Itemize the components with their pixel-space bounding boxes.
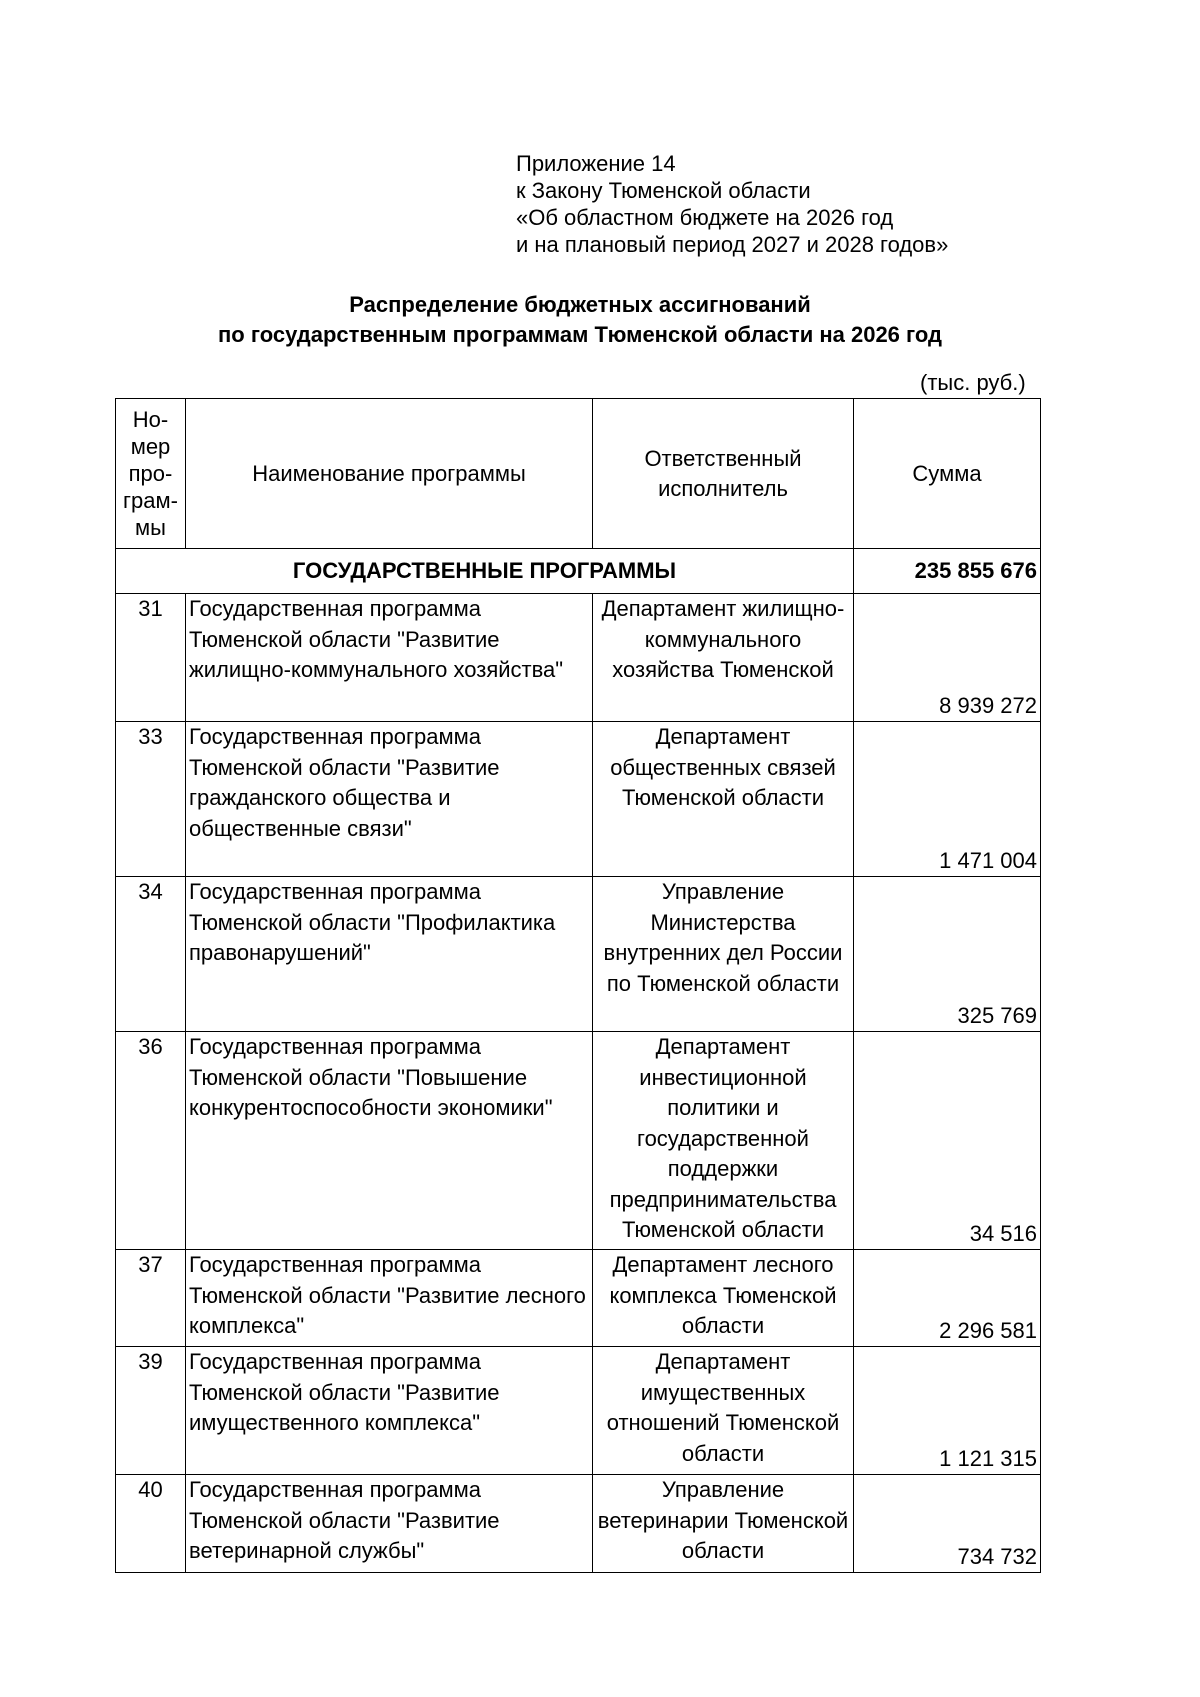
program-number: 33 [116,722,186,877]
document-title [0,290,1160,350]
table-row [116,1475,1041,1573]
program-executor: Управление ветеринарии Тюменской области [593,1475,854,1573]
program-number: 39 [116,1347,186,1475]
program-name: Государственная программа Тюменской области "Повышение конкурентоспособности экономики" [186,1032,593,1250]
program-executor: Департамент жилищно-коммунального хозяйства Тюменской [593,594,854,722]
header-number [116,399,186,549]
program-name: Государственная программа Тюменской области "Профилактика правонарушений" [186,877,593,1032]
header-name: Наименование программы [186,399,593,549]
appendix-line-2: к Закону Тюменской области [516,178,811,203]
program-executor: Департамент инвестиционной политики и государственной поддержки предпринимательства Тюменской области [593,1032,854,1250]
header-executor-text: Ответственный исполнитель [644,445,802,501]
program-executor: Управление Министерства внутренних дел России по Тюменской области [593,877,854,1032]
table-row [116,1032,1041,1250]
header-sum: Сумма [854,399,1041,549]
program-sum: 2 296 581 [854,1250,1041,1347]
program-name: Государственная программа Тюменской области "Развитие жилищно-коммунального хозяйства" [186,594,593,722]
title-line-1: Распределение бюджетных ассигнований [349,292,811,317]
appendix-line-4: и на плановый период 2027 и 2028 годов» [516,232,949,257]
program-executor: Департамент имущественных отношений Тюменской области [593,1347,854,1475]
program-number: 34 [116,877,186,1032]
title-line-2: по государственным программам Тюменской области на 2026 год [217,322,943,347]
program-name: Государственная программа Тюменской области "Развитие лесного комплекса" [186,1250,593,1347]
program-name: Государственная программа Тюменской области "Развитие гражданского общества и общественные связи" [186,722,593,877]
table-row [116,1347,1041,1475]
table-row [116,594,1041,722]
program-executor: Департамент общественных связей Тюменской области [593,722,854,877]
program-sum: 734 732 [854,1475,1041,1573]
program-name: Государственная программа Тюменской области "Развитие имущественного комплекса" [186,1347,593,1475]
programs-table [115,398,1041,1573]
program-sum: 325 769 [854,877,1041,1032]
table-row [116,1250,1041,1347]
program-name: Государственная программа Тюменской области "Развитие ветеринарной службы" [186,1475,593,1573]
program-number: 31 [116,594,186,722]
program-number: 36 [116,1032,186,1250]
program-number: 37 [116,1250,186,1347]
program-sum: 8 939 272 [854,594,1041,722]
appendix-header [516,150,948,258]
appendix-line-3: «Об областном бюджете на 2026 год [516,205,894,230]
header-number-text: Но- мер про- грам- мы [123,407,178,540]
total-row [116,549,1041,594]
units-label: (тыс. руб.) [920,370,1026,395]
program-sum: 34 516 [854,1032,1041,1250]
program-number: 40 [116,1475,186,1573]
total-label: ГОСУДАРСТВЕННЫЕ ПРОГРАММЫ [116,549,854,594]
table-row [116,877,1041,1032]
appendix-line-1: Приложение 14 [516,151,676,176]
program-executor: Департамент лесного комплекса Тюменской области [593,1250,854,1347]
header-executor [593,399,854,549]
program-sum: 1 121 315 [854,1347,1041,1475]
table-header-row [116,399,1041,549]
table-row [116,722,1041,877]
total-sum: 235 855 676 [854,549,1041,594]
program-sum: 1 471 004 [854,722,1041,877]
